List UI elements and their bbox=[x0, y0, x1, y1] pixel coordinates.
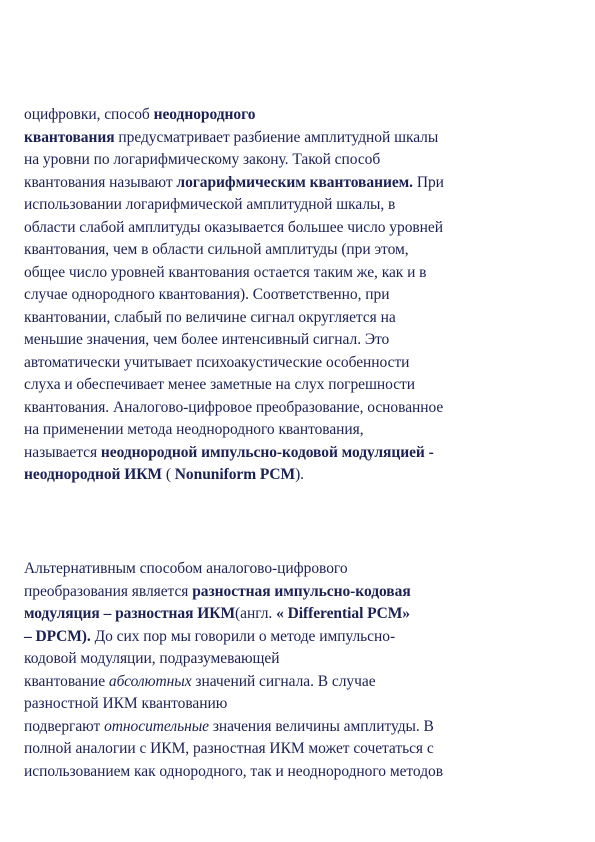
text-run: общее число уровней квантования остается таким же, как и в bbox=[24, 263, 427, 281]
text-line bbox=[24, 558, 575, 581]
text-run: квантование bbox=[24, 672, 109, 690]
text-run: использованием как однородного, так и неоднородного методов bbox=[24, 762, 443, 780]
text-line bbox=[24, 284, 575, 307]
text-line bbox=[24, 329, 575, 352]
bold-term: модуляция – разностная ИКМ bbox=[24, 605, 236, 622]
text-line bbox=[24, 761, 575, 784]
text-run: До сих пор мы говорили о методе импульсно- bbox=[90, 627, 396, 645]
text-line bbox=[24, 307, 575, 330]
text-line bbox=[24, 464, 575, 487]
bold-term: « Differential PCM» bbox=[276, 605, 410, 622]
text-line bbox=[24, 262, 575, 285]
text-line bbox=[24, 374, 575, 397]
bold-term: квантования bbox=[24, 128, 115, 146]
text-run: значений сигнала. В случае bbox=[191, 672, 376, 690]
text-line bbox=[24, 217, 575, 240]
paragraph-differential-pcm bbox=[24, 558, 575, 783]
text-line bbox=[24, 648, 575, 671]
text-run: меньшие значения, чем более интенсивный сигнал. Это bbox=[24, 331, 390, 348]
bold-term: неоднородной ИКМ bbox=[24, 466, 163, 483]
text-run: преобразования является bbox=[24, 582, 193, 600]
bold-term: неоднородной импульсно-кодовой модуляцией - bbox=[100, 443, 434, 461]
text-line bbox=[24, 716, 575, 739]
text-line bbox=[24, 352, 575, 375]
bold-term: разностная импульсно-кодовая bbox=[192, 582, 411, 600]
text-run: ( bbox=[162, 466, 175, 483]
text-line bbox=[24, 104, 575, 127]
text-line bbox=[24, 603, 575, 626]
text-run: квантовании, слабый по величине сигнал округляется на bbox=[24, 308, 396, 326]
text-run: предусматривает разбиение амплитудной шкалы bbox=[114, 128, 439, 146]
text-run: значения величины амплитуды. В bbox=[209, 717, 434, 735]
text-run: квантования. Аналогово-цифровое преобразование, основанное bbox=[24, 398, 444, 416]
text-line bbox=[24, 172, 575, 195]
text-run: квантования называют bbox=[24, 173, 177, 191]
text-run: ). bbox=[295, 466, 304, 483]
bold-term: – DPCM). bbox=[24, 627, 91, 645]
text-line bbox=[24, 419, 575, 442]
text-line bbox=[24, 127, 575, 150]
bold-term: Nonuniform PCM bbox=[174, 466, 296, 483]
paragraph-nonuniform-quantization bbox=[24, 104, 575, 487]
text-run: полной аналогии с ИКМ, разностная ИКМ может сочетаться с bbox=[24, 740, 434, 757]
text-run: использовании логарифмической амплитудной шкалы, в bbox=[24, 196, 396, 213]
italic-term: относительные bbox=[104, 717, 209, 735]
text-run: случае однородного квантования). Соответственно, при bbox=[24, 286, 390, 303]
text-run: кодовой модуляции, подразумевающей bbox=[24, 650, 280, 667]
text-line bbox=[24, 194, 575, 217]
text-line bbox=[24, 149, 575, 172]
text-run: При bbox=[413, 173, 444, 191]
text-line bbox=[24, 693, 575, 716]
text-run: (англ. bbox=[235, 605, 277, 622]
text-run: называется bbox=[24, 443, 101, 461]
text-line bbox=[24, 581, 575, 604]
text-line bbox=[24, 397, 575, 420]
text-run: оцифровки, способ bbox=[24, 106, 154, 123]
text-run: Альтернативным способом аналогово-цифрового bbox=[24, 560, 348, 577]
bold-term: неоднородного bbox=[153, 106, 256, 123]
text-run: разностной ИКМ квантованию bbox=[24, 695, 228, 712]
text-line bbox=[24, 626, 575, 649]
bold-term: логарифмическим квантованием. bbox=[176, 173, 414, 191]
text-line bbox=[24, 442, 575, 465]
text-run: автоматически учитывает психоакустические особенности bbox=[24, 353, 410, 371]
text-run: области слабой амплитуды оказывается большее число уровней bbox=[24, 218, 443, 236]
text-line bbox=[24, 239, 575, 262]
text-run: слуха и обеспечивает менее заметные на слух погрешности bbox=[24, 376, 415, 393]
text-run: квантования, чем в области сильной амплитуды (при этом, bbox=[24, 241, 409, 258]
text-run: на уровни по логарифмическому закону. Такой способ bbox=[24, 151, 381, 168]
text-line bbox=[24, 671, 575, 694]
text-run: подвергают bbox=[24, 717, 105, 735]
text-run: на применении метода неоднородного квантования, bbox=[24, 421, 364, 438]
italic-term: абсолютных bbox=[108, 672, 192, 690]
text-line bbox=[24, 738, 575, 761]
